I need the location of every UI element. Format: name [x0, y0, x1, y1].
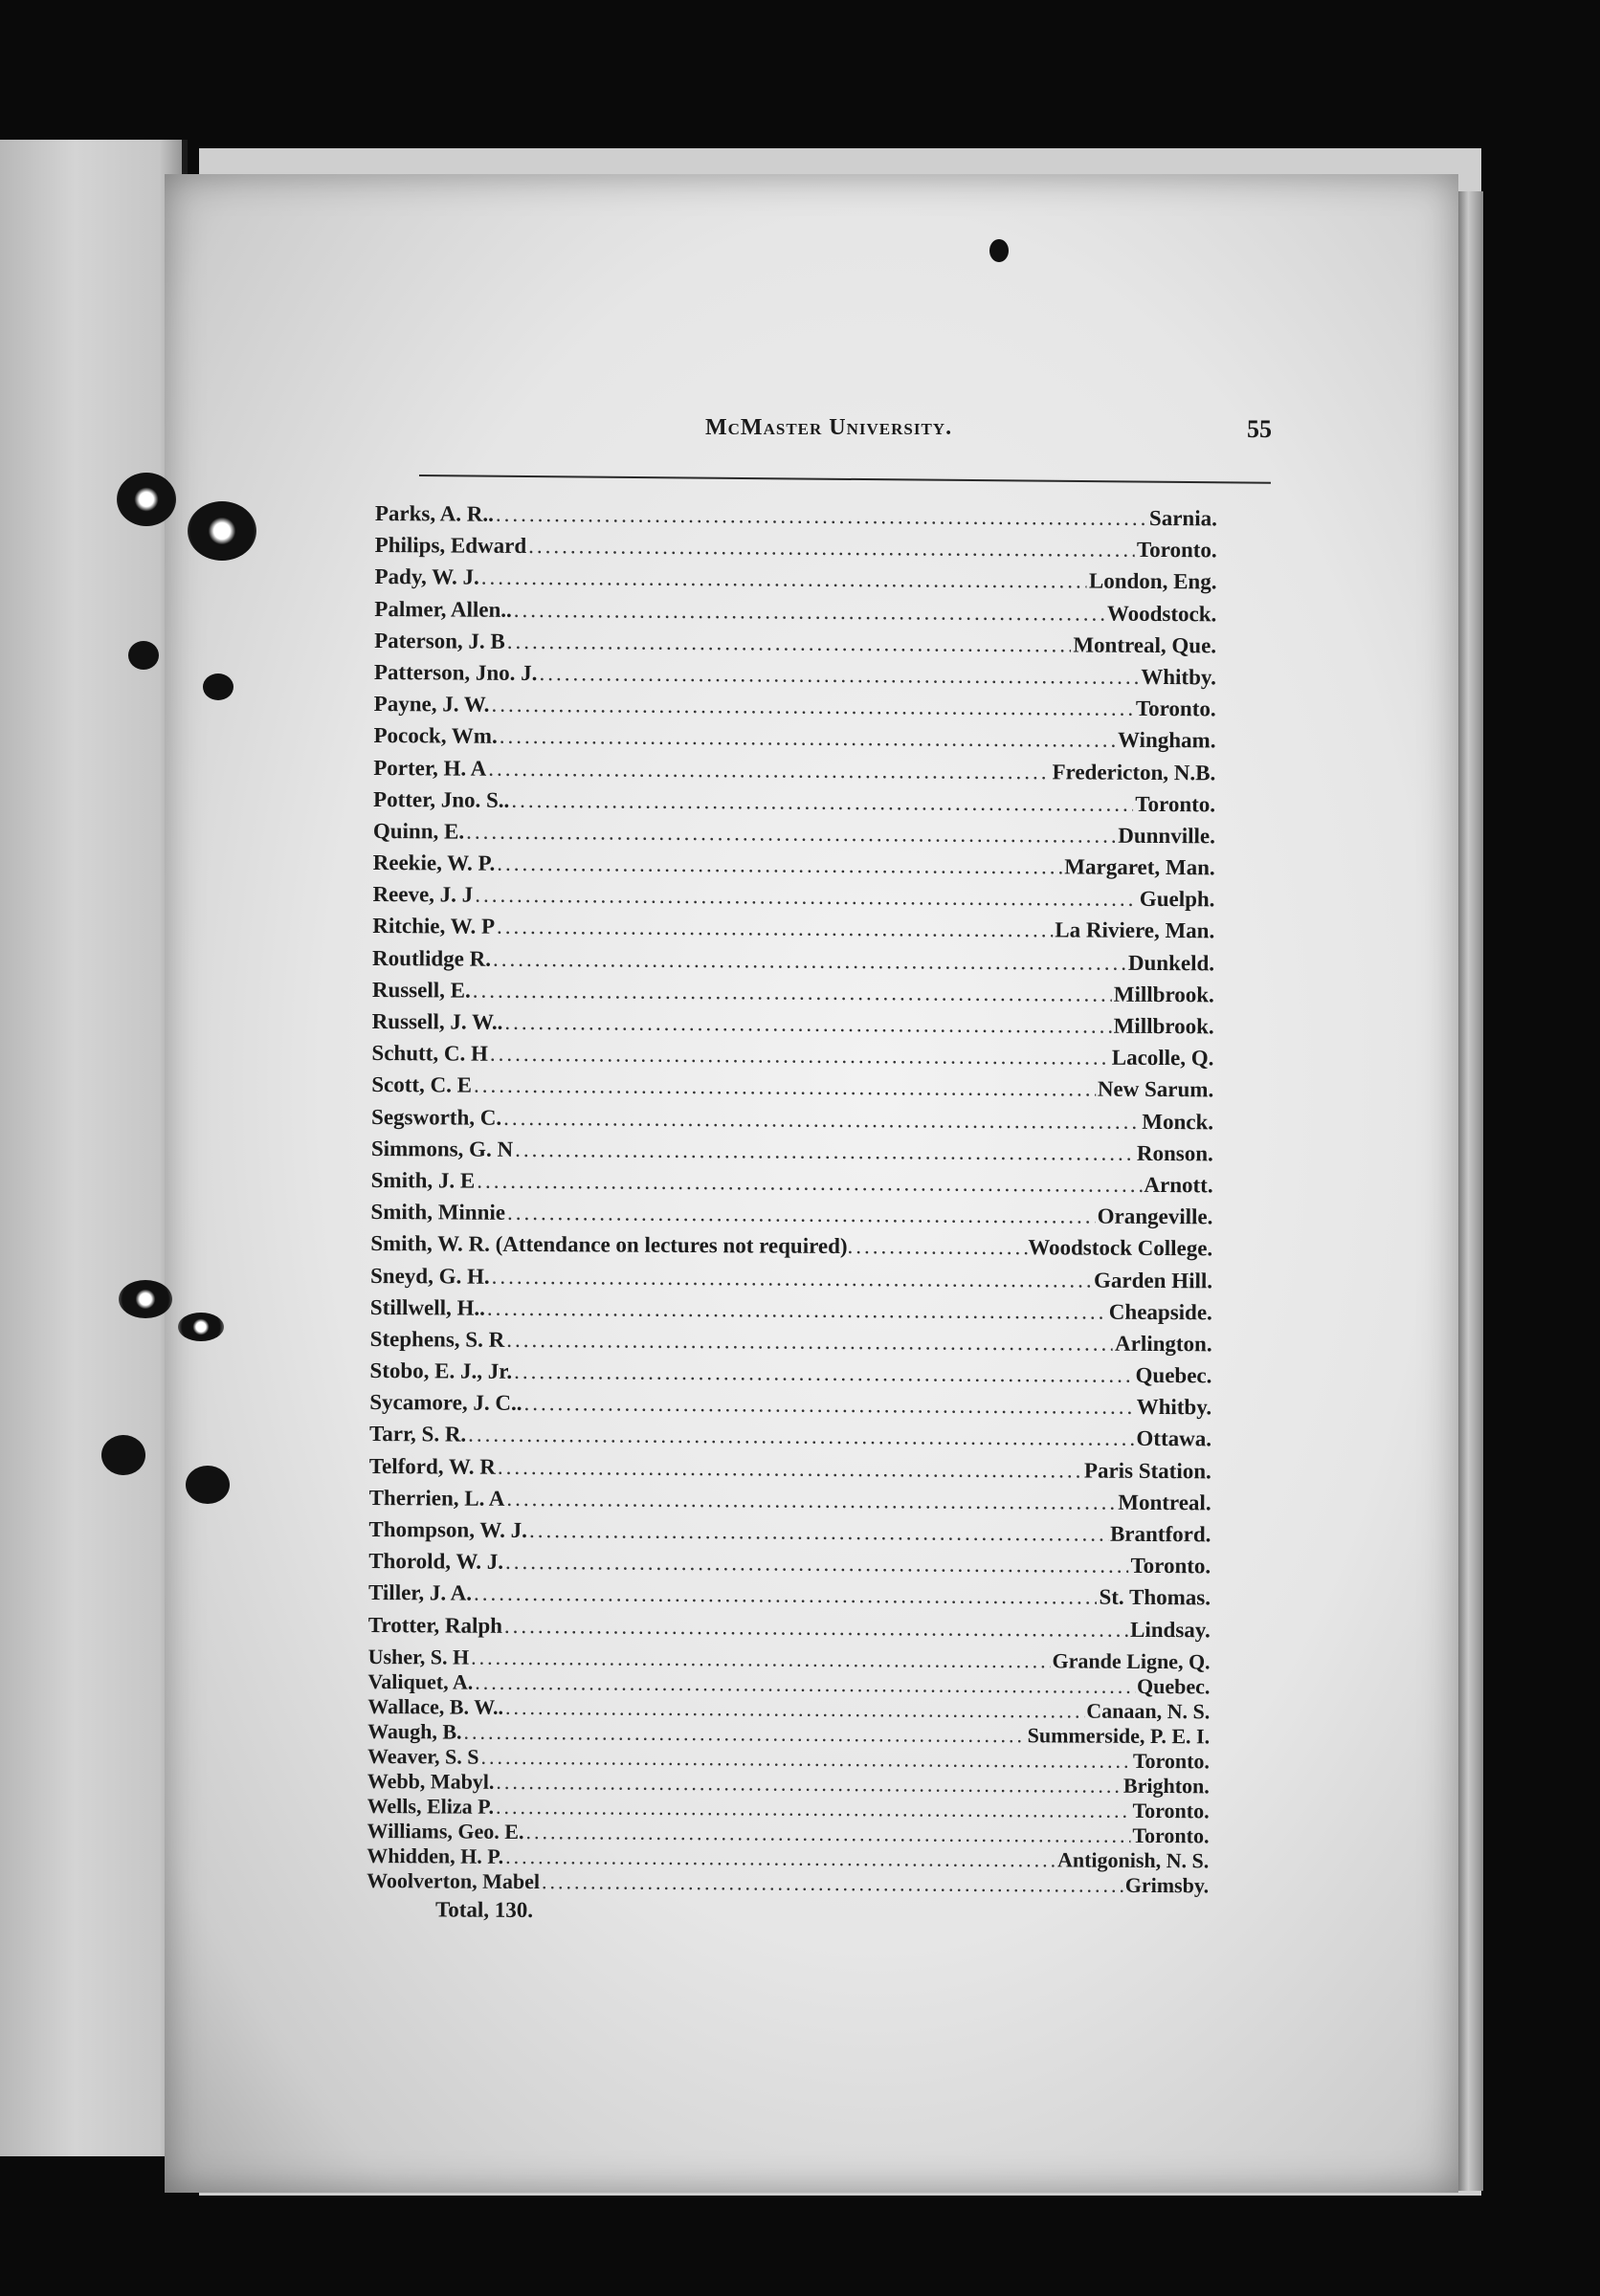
list-item [369, 1422, 1211, 1459]
student-name: Schutt, C. H [371, 1041, 488, 1066]
student-hometown: Cheapside. [1108, 1299, 1212, 1325]
student-hometown: Whitby. [1141, 664, 1216, 690]
list-item [371, 1137, 1213, 1174]
dot-leader [504, 1010, 1111, 1039]
list-item [370, 1327, 1212, 1364]
student-name: Potter, Jno. S.. [373, 786, 510, 812]
student-name: Porter, H. A [373, 755, 487, 781]
list-item [375, 533, 1217, 570]
student-hometown: Woodstock College. [1028, 1235, 1213, 1261]
list-item [375, 501, 1217, 539]
student-name: Wells, Eliza P. [367, 1793, 495, 1819]
student-name: Routlidge R. [372, 945, 492, 971]
student-name: Parks, A. R.. [374, 501, 494, 526]
student-hometown: Dunnville. [1118, 823, 1215, 849]
list-item [369, 1486, 1211, 1523]
student-hometown: Woodstock. [1106, 601, 1217, 626]
dot-leader [505, 1695, 1084, 1724]
student-name: Stephens, S. R [369, 1326, 505, 1352]
dot-leader [477, 1169, 1142, 1198]
binding-hole [119, 1280, 172, 1318]
list-item [372, 882, 1214, 919]
dot-leader [464, 1719, 1026, 1748]
student-hometown: Quebec. [1135, 1362, 1212, 1388]
binding-hole [178, 1313, 224, 1341]
student-hometown: London, Eng. [1088, 568, 1217, 594]
dot-leader [514, 597, 1105, 626]
student-hometown: Grande Ligne, Q. [1052, 1648, 1211, 1674]
student-hometown: Lindsay. [1129, 1617, 1211, 1642]
student-hometown: Toronto. [1135, 695, 1216, 721]
dot-leader [525, 1820, 1130, 1848]
list-item [371, 1105, 1213, 1142]
student-name: Quinn, E. [372, 818, 465, 844]
dot-leader [480, 1744, 1131, 1773]
student-name: Whidden, H. P. [367, 1843, 504, 1868]
student-name: Pocock, Wm. [373, 723, 498, 749]
list-item [373, 755, 1215, 792]
dot-leader [528, 534, 1135, 563]
student-name: Telford, W. R [368, 1453, 496, 1479]
student-name: Tarr, S. R. [368, 1422, 467, 1447]
dot-leader [507, 629, 1072, 658]
list-item [371, 1168, 1213, 1205]
dot-leader [475, 883, 1138, 912]
student-hometown: Grimsby. [1124, 1872, 1210, 1898]
list-item [368, 1580, 1211, 1618]
student-name: Smith, Minnie [370, 1200, 506, 1225]
student-name: Stobo, E. J., Jr. [369, 1358, 513, 1383]
list-item [373, 787, 1215, 825]
list-item [374, 660, 1216, 697]
ink-blot [203, 673, 233, 700]
student-name: Segsworth, C. [370, 1104, 502, 1130]
student-hometown: Millbrook. [1113, 1013, 1214, 1039]
student-hometown: Paris Station. [1083, 1458, 1211, 1483]
binding-hole [117, 473, 176, 526]
student-hometown: Arnott. [1144, 1172, 1213, 1198]
ink-blot [989, 239, 1009, 262]
student-name: Woolverton, Mabel [367, 1867, 541, 1893]
list-item [374, 692, 1216, 729]
student-name: Tiller, J. A. [367, 1580, 473, 1606]
dot-leader [506, 1328, 1113, 1357]
student-hometown: Whitby. [1136, 1395, 1212, 1420]
list-item [371, 1072, 1213, 1110]
dot-leader [468, 1423, 1134, 1451]
student-name: Russell, J. W.. [371, 1008, 503, 1034]
list-item [370, 1200, 1212, 1237]
student-name: Wallace, B. W.. [367, 1693, 504, 1719]
dot-leader [500, 724, 1116, 753]
dot-leader [496, 1770, 1122, 1799]
student-hometown: Toronto. [1132, 1822, 1210, 1848]
dot-leader [506, 1487, 1116, 1515]
ink-blot [186, 1466, 230, 1504]
student-name: Patterson, Jno. J. [373, 659, 538, 685]
student-hometown: Dunkeld. [1127, 950, 1215, 975]
dot-leader [471, 1645, 1051, 1673]
list-item [368, 1517, 1211, 1555]
dot-leader [504, 1613, 1128, 1642]
dot-leader [491, 693, 1134, 721]
dot-leader [487, 1295, 1107, 1324]
student-hometown: Wingham. [1117, 728, 1216, 753]
student-name: Scott, C. E [371, 1072, 473, 1098]
student-hometown: Montreal. [1118, 1490, 1211, 1515]
student-name: Therrien, L. A [368, 1485, 505, 1511]
student-hometown: Garden Hill. [1094, 1268, 1213, 1292]
dot-leader [473, 978, 1112, 1006]
student-hometown: Margaret, Man. [1064, 854, 1215, 880]
dot-leader [481, 565, 1087, 594]
total-count: Total, 130. [434, 1897, 534, 1922]
dot-leader [466, 819, 1116, 848]
student-hometown: Fredericton, N.B. [1052, 759, 1216, 784]
student-hometown: Sarnia. [1148, 505, 1217, 531]
student-hometown: Toronto. [1136, 538, 1217, 563]
dot-leader [497, 851, 1062, 880]
student-hometown: St. Thomas. [1099, 1585, 1211, 1610]
list-item [372, 914, 1214, 951]
dot-leader [523, 1391, 1134, 1420]
dot-leader [848, 1234, 1029, 1260]
list-item [374, 629, 1216, 666]
student-hometown: Quebec. [1136, 1673, 1211, 1699]
student-name: Simmons, G. N [370, 1136, 514, 1161]
student-hometown: La Riviere, Man. [1055, 917, 1215, 943]
student-hometown: Canaan, N. S. [1086, 1698, 1211, 1724]
dot-leader [539, 661, 1139, 690]
running-head: McMaster University. [705, 415, 953, 440]
dot-leader [542, 1869, 1123, 1898]
student-hometown: Orangeville. [1097, 1203, 1213, 1229]
list-item [372, 978, 1214, 1015]
student-name: Reekie, W. P. [372, 850, 496, 875]
student-name: Webb, Mabyl. [367, 1768, 495, 1794]
student-name: Smith, W. R. (Attendance on lectures not required) [370, 1231, 848, 1259]
student-hometown: Toronto. [1132, 1798, 1210, 1823]
dot-leader [496, 502, 1147, 531]
student-list [367, 501, 1217, 1927]
dot-leader [505, 1550, 1129, 1578]
dot-leader [474, 1073, 1096, 1102]
student-name: Stillwell, H.. [369, 1294, 486, 1320]
list-item [372, 1009, 1214, 1047]
list-item [370, 1263, 1212, 1300]
dot-leader [514, 1359, 1134, 1388]
student-name: Ritchie, W. P [372, 914, 496, 939]
student-hometown: Monck. [1142, 1109, 1214, 1134]
student-name: Thorold, W. J. [368, 1549, 504, 1575]
student-name: Pady, W. J. [374, 564, 479, 590]
page-header [0, 415, 1600, 453]
student-name: Reeve, J. J [372, 882, 474, 907]
list-item [370, 1295, 1212, 1333]
dot-leader [515, 1137, 1135, 1166]
ink-blot [128, 641, 159, 670]
dot-leader [498, 1454, 1082, 1483]
list-item [372, 946, 1214, 983]
student-name: Palmer, Allen.. [374, 596, 512, 622]
student-name: Smith, J. E [370, 1167, 476, 1193]
list-item [373, 850, 1215, 888]
student-hometown: Toronto. [1132, 1748, 1211, 1774]
list-item [368, 1613, 1211, 1650]
dot-leader [507, 1201, 1096, 1229]
student-hometown: Summerside, P. E. I. [1027, 1722, 1211, 1749]
student-hometown: New Sarum. [1097, 1076, 1214, 1102]
student-name: Paterson, J. B [374, 628, 505, 653]
student-name: Philips, Edward [374, 533, 527, 559]
student-hometown: Brantford. [1109, 1521, 1211, 1547]
student-name: Russell, E. [371, 977, 471, 1003]
dot-leader [492, 1264, 1093, 1292]
student-name: Waugh, B. [367, 1718, 462, 1744]
student-name: Thompson, W. J. [368, 1516, 528, 1542]
list-item [369, 1454, 1211, 1491]
student-name: Sycamore, J. C.. [369, 1390, 522, 1416]
dot-leader [511, 788, 1133, 817]
dot-leader [493, 946, 1126, 975]
student-name: Trotter, Ralph [367, 1612, 503, 1638]
dot-leader [497, 915, 1053, 943]
student-name: Sneyd, G. H. [369, 1263, 490, 1289]
list-item [371, 1041, 1213, 1078]
binding-hole [188, 501, 256, 561]
list-item [370, 1231, 1212, 1269]
list-item [368, 1549, 1211, 1586]
list-item [367, 1868, 1209, 1898]
list-item [373, 723, 1215, 761]
student-name: Payne, J. W. [373, 692, 490, 717]
list-item [369, 1358, 1211, 1396]
dot-leader [490, 1042, 1110, 1071]
student-name: Valiquet, A. [367, 1668, 474, 1694]
student-hometown: Lacolle, Q. [1111, 1045, 1214, 1071]
student-hometown: Toronto. [1130, 1554, 1211, 1578]
student-hometown: Ronson. [1136, 1140, 1213, 1166]
student-name: Weaver, S. S [367, 1743, 479, 1769]
page-number: 55 [1247, 415, 1272, 443]
list-item [369, 1390, 1211, 1427]
dot-leader [474, 1581, 1098, 1610]
dot-leader [496, 1795, 1131, 1823]
student-hometown: Toronto. [1135, 791, 1216, 817]
student-name: Usher, S. H [367, 1644, 470, 1669]
dot-leader [488, 756, 1050, 784]
ink-blot [101, 1435, 145, 1475]
student-hometown: Ottawa. [1136, 1426, 1212, 1451]
student-hometown: Montreal, Que. [1073, 632, 1217, 658]
student-name: Williams, Geo. E. [367, 1818, 524, 1843]
list-item [374, 564, 1216, 602]
list-item [374, 597, 1216, 634]
dot-leader [503, 1105, 1140, 1134]
student-hometown: Millbrook. [1113, 982, 1214, 1007]
dot-leader [505, 1844, 1056, 1873]
page-fore-edge [1458, 191, 1483, 2191]
student-hometown: Brighton. [1122, 1773, 1210, 1799]
student-hometown: Arlington. [1114, 1331, 1212, 1357]
dot-leader [529, 1518, 1108, 1547]
student-hometown: Guelph. [1139, 887, 1215, 912]
student-hometown: Antigonish, N. S. [1056, 1847, 1210, 1873]
list-item [373, 819, 1215, 856]
